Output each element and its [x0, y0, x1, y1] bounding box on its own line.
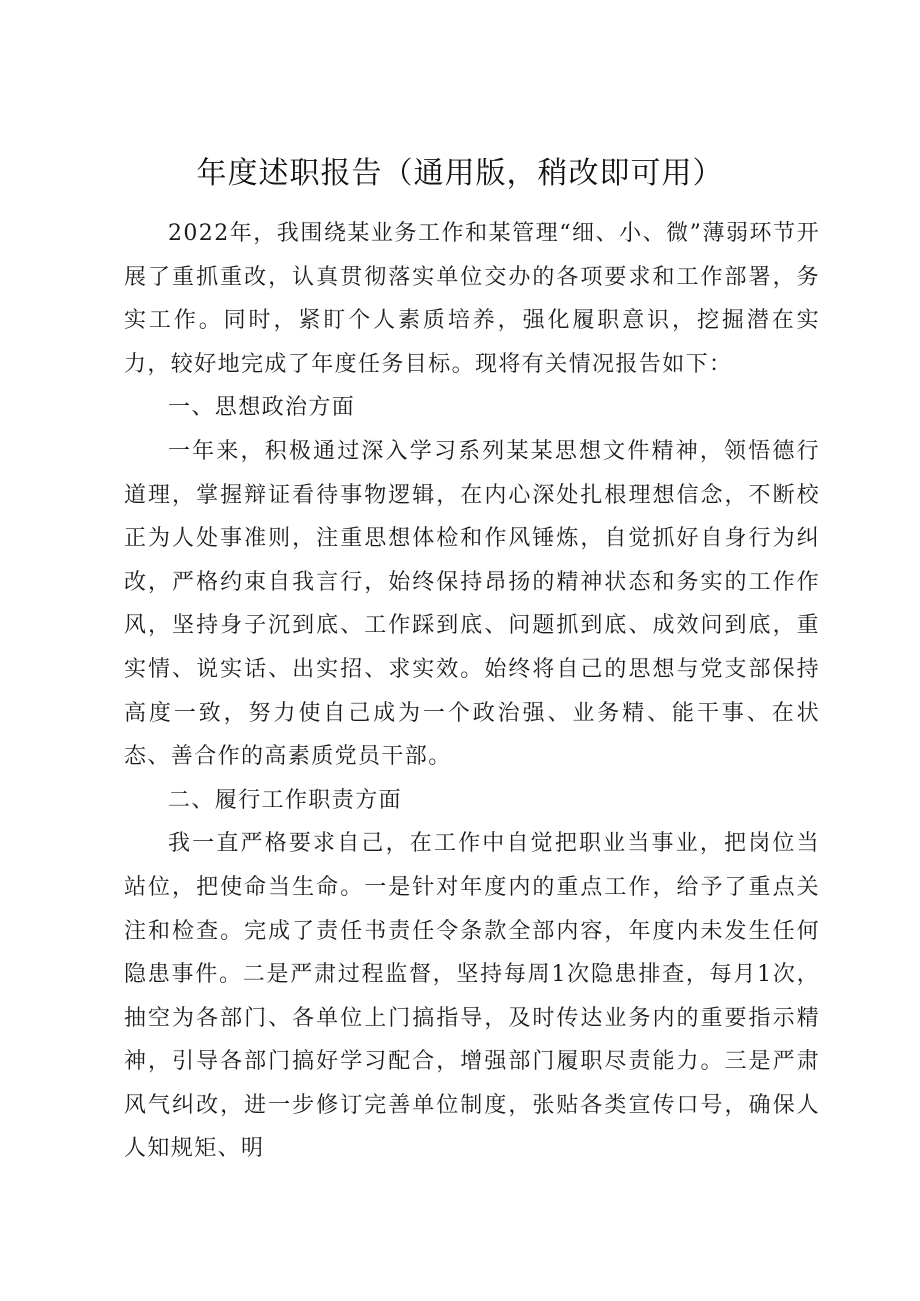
document-title: 年度述职报告（通用版，稍改即可用） [196, 156, 724, 191]
section-heading-ideology: 一、思想政治方面 [168, 395, 356, 421]
document-body [124, 212, 820, 1171]
duties-paragraph: 我一直严格要求自己，在工作中自觉把职业当事业，把岗位当站位，把使命当生命。一是针对年度内的重点工作，给予了重点关注和检查。完成了责任书责任令条款全部内容，年度内未发生任何隐患事件。二是严肃过程监督，坚持每周1次隐患排查，每月1次，抽空为各部门、各单位上门搞指导，及时传达业务内的重要指示精神，引导各部门搞好学习配合，增强部门履职尽责能力。三是严肃风气纠改，进一步修订完善单位制度，张贴各类宣传口号，确保人人知规矩、明 [124, 831, 820, 1162]
section-heading-duties: 二、履行工作职责方面 [168, 787, 403, 813]
ideology-paragraph: 一年来，积极通过深入学习系列某某思想文件精神，领悟德行道理，掌握辩证看待事物逻辑，在内心深处扎根理想信念，不断校正为人处事准则，注重思想体检和作风锤炼，自觉抓好自身行为纠改，严格约束自我言行，始终保持昂扬的精神状态和务实的工作作风，坚持身子沉到底、工作踩到底、问题抓到底、成效问到底，重实情、说实话、出实招、求实效。始终将自己的思想与党支部保持高度一致，努力使自己成为一个政治强、业务精、能干事、在状态、善合作的高素质党员干部。 [124, 438, 820, 770]
intro-paragraph: 2022年，我围绕某业务工作和某管理“细、小、微”薄弱环节开展了重抓重改，认真贯彻落实单位交办的各项要求和工作部署，务实工作。同时，紧盯个人素质培养，强化履职意识，挖掘潜在实力，较好地完成了年度任务目标。现将有关情况报告如下： [124, 221, 820, 377]
